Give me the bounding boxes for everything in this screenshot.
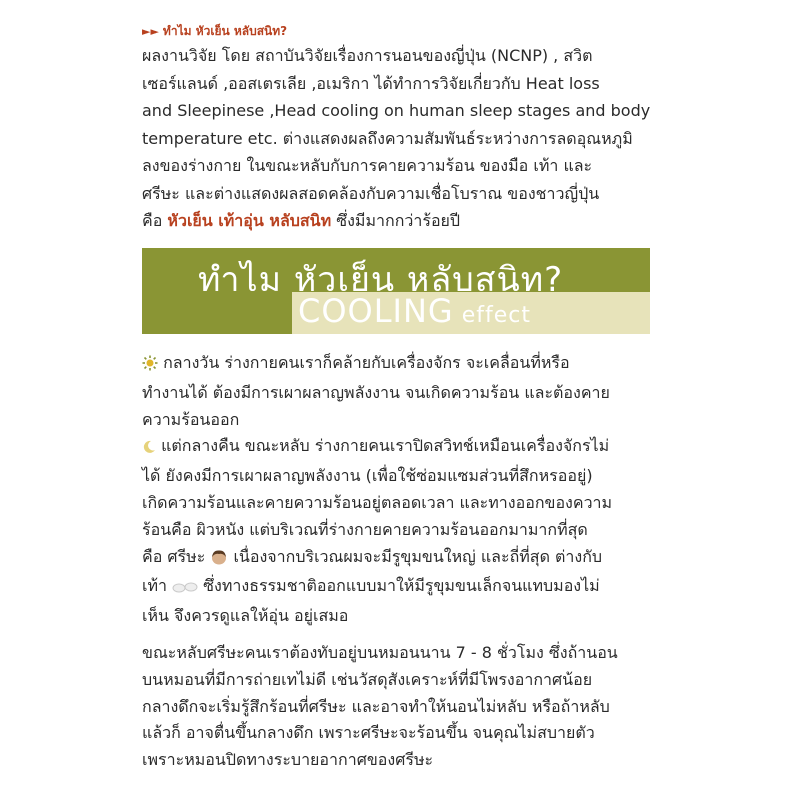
- night-line-text: ซึ่งทางธรรมชาติออกแบบมาให้มีรูขุมขนเล็กจนแทบมองไม่: [198, 576, 600, 596]
- night-line: ร้อนคือ ผิวหนัง แต่บริเวณที่ร่างกายคายความร้อนออกมามากที่สุด: [142, 519, 588, 539]
- day-line: [142, 350, 662, 380]
- pillow-line: กลางดึกจะเริ่มรู้สึกร้อนที่ศรีษะ และอาจทำให้นอนไม่หลับ หรือถ้าหลับ: [142, 696, 610, 716]
- body-text: [142, 350, 662, 774]
- night-line: [142, 573, 662, 603]
- sun-icon: [142, 353, 158, 380]
- paragraph-gap: [142, 630, 662, 640]
- intro-highlight: หัวเย็น เท้าอุ่น หลับสนิท: [167, 211, 332, 230]
- night-line: [142, 544, 662, 574]
- night-line-text: แต่กลางคืน ขณะหลับ ร่างกายคนเราปิดสวิทช์เหมือนเครื่องจักรไม่: [156, 436, 610, 456]
- intro-line: ผลงานวิจัย โดย สถาบันวิจัยเรื่องการนอนของญี่ปุ่น (NCNP) , สวิต: [142, 46, 593, 65]
- intro-line: [142, 207, 662, 235]
- night-line: เกิดความร้อนและคายความร้อนอยู่ตลอดเวลา และทางออกของความ: [142, 492, 613, 512]
- banner-title-english: [298, 292, 531, 330]
- banner-title-main: COOLING: [298, 292, 454, 330]
- intro-last-prefix: คือ: [142, 211, 168, 230]
- intro-last-suffix: ซึ่งมีมากกว่าร้อยปี: [331, 211, 461, 230]
- intro-line: and Sleepinese ,Head cooling on human sleep stages and body: [142, 101, 651, 120]
- pillow-line: แล้วก็ อาจตื่นขึ้นกลางดึก เพราะศรีษะจะร้อนขึ้น จนคุณไม่สบายตัว: [142, 723, 595, 743]
- night-line-text: เท้า: [142, 576, 173, 596]
- cooling-banner: [142, 248, 650, 334]
- section-heading: [142, 22, 287, 41]
- night-line: [142, 433, 662, 463]
- double-arrow-icon: ►►: [142, 25, 159, 38]
- day-line: ความร้อนออก: [142, 409, 240, 429]
- banner-title-thai: ทำไม หัวเย็น หลับสนิท?: [198, 260, 564, 300]
- head-icon: [210, 547, 228, 574]
- feet-icon: [172, 576, 198, 603]
- night-line: ได้ ยังคงมีการเผาผลาญพลังงาน (เพื่อใช้ซ่อมแซมส่วนที่สึกหรออยู่): [142, 466, 593, 486]
- intro-paragraph: [142, 42, 662, 235]
- night-line-text: เนื่องจากบริเวณผมจะมีรูขุมขนใหญ่ และถี่ที่สุด ต่างกับ: [228, 546, 603, 566]
- intro-line: temperature etc. ต่างแสดงผลถึงความสัมพันธ์ระหว่างการลดอุณหภูมิ: [142, 128, 633, 148]
- pillow-line: บนหมอนที่มีการถ่ายเทไม่ดี เช่นวัสดุสังเคราะห์ที่มีโพรงอากาศน้อย: [142, 669, 593, 689]
- night-line: เห็น จึงควรดูแลให้อุ่น อยู่เสมอ: [142, 606, 349, 626]
- pillow-line: เพราะหมอนปิดทางระบายอากาศของศรีษะ: [142, 750, 434, 770]
- banner-title-small: effect: [453, 303, 531, 328]
- section-heading-text: ทำไม หัวเย็น หลับสนิท?: [162, 24, 288, 38]
- moon-icon: [142, 436, 156, 463]
- intro-line: ศรีษะ และต่างแสดงผลสอดคล้องกับความเชื่อโบราณ ของชาวญี่ปุ่น: [142, 183, 600, 203]
- intro-line: ลงของร่างกาย ในขณะหลับกับการคายความร้อน ของมือ เท้า และ: [142, 156, 593, 175]
- pillow-line: ขณะหลับศรีษะคนเราต้องทับอยู่บนหมอนนาน 7 - 8 ชั่วโมง ซึ่งถ้านอน: [142, 642, 618, 662]
- day-line-text: กลางวัน ร่างกายคนเราก็คล้ายกับเครื่องจักร จะเคลื่อนที่หรือ: [158, 353, 570, 372]
- day-line: ทำงานได้ ต้องมีการเผาผลาญพลังงาน จนเกิดความร้อน และต้องคาย: [142, 382, 610, 402]
- night-line-text: คือ ศรีษะ: [142, 546, 211, 566]
- intro-line: เซอร์แลนด์ ,ออสเตรเลีย ,อเมริกา ได้ทำการวิจัยเกี่ยวกับ Heat loss: [142, 73, 600, 93]
